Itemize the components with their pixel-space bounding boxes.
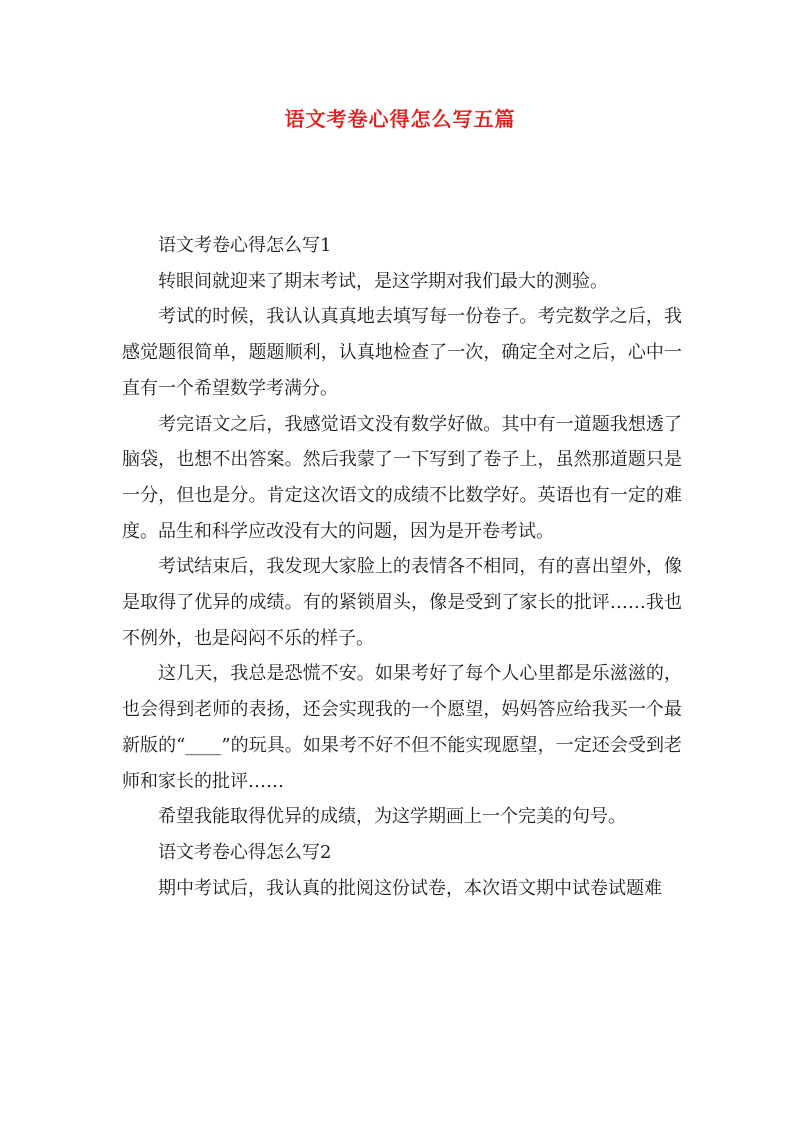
paragraph: 考完语文之后，我感觉语文没有数学好做。其中有一道题我想透了脑袋，也想不出答案。然后我蒙了一下写到了卷子上，虽然那道题只是一分，但也是分。肯定这次语文的成绩不比数学好。英语也有一定的难度。品生和科学应改没有大的问题，因为是开卷考试。 <box>122 413 682 542</box>
paragraph: 考试的时候，我认认真真地去填写每一份卷子。考完数学之后，我感觉题很简单，题题顺利，认真地检查了一次，确定全对之后，心中一直有一个希望数学考满分。 <box>122 306 682 399</box>
section-heading-2: 语文考卷心得怎么写2 <box>158 841 332 863</box>
paragraph: 这几天，我总是恐慌不安。如果考好了每个人心里都是乐滋滋的，也会得到老师的表扬，还会实现我的一个愿望，妈妈答应给我买一个最新版的“____”的玩具。如果考不好不但不能实现愿望，一定还会受到老师和家长的批评…… <box>122 663 682 792</box>
section-heading-1: 语文考卷心得怎么写1 <box>158 235 332 256</box>
document-title: 语文考卷心得怎么写五篇 <box>284 107 516 131</box>
paragraph: 期中考试后，我认真的批阅这份试卷，本次语文期中试卷试题难 <box>158 877 662 899</box>
document-body <box>122 228 682 906</box>
paragraph: 转眼间就迎来了期末考试，是这学期对我们最大的测验。 <box>158 270 608 292</box>
paragraph: 考试结束后，我发现大家脸上的表情各不相同，有的喜出望外，像是取得了优异的成绩。有的紧锁眉头，像是受到了家长的批评……我也不例外，也是闷闷不乐的样子。 <box>122 556 682 649</box>
paragraph: 希望我能取得优异的成绩，为这学期画上一个完美的句号。 <box>158 806 626 828</box>
